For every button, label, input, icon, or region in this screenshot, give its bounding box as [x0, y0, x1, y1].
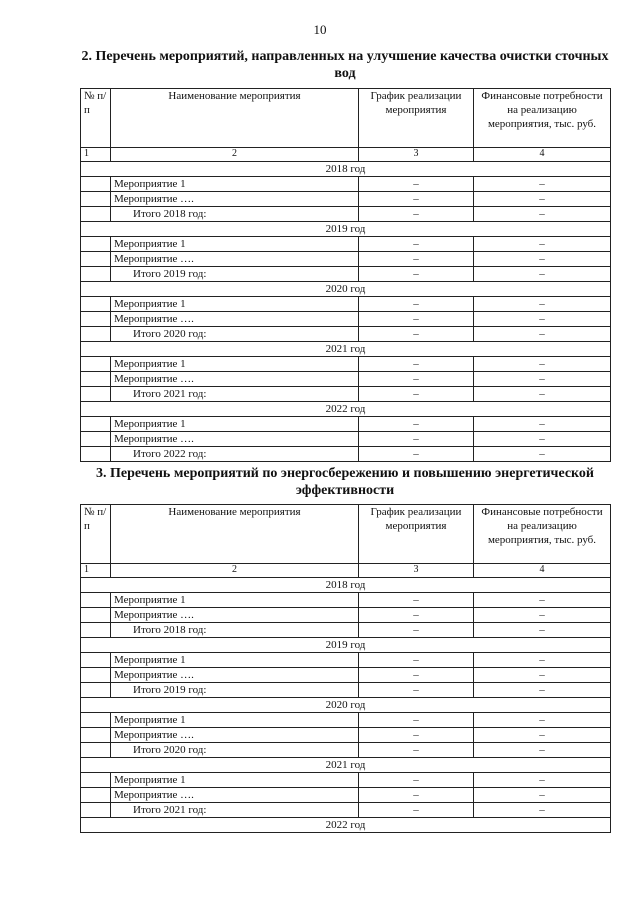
- measure-name: Итого 2020 год:: [111, 327, 359, 342]
- year-label: 2021 год: [81, 758, 611, 773]
- year-row: [81, 758, 611, 773]
- finance-value: –: [474, 608, 611, 623]
- table-row: [81, 773, 611, 788]
- total-row: [81, 447, 611, 462]
- table-row: [81, 417, 611, 432]
- finance-value: –: [474, 683, 611, 698]
- measure-name: Мероприятие 1: [111, 653, 359, 668]
- measure-name: Мероприятие ….: [111, 372, 359, 387]
- row-number-cell: [81, 623, 111, 638]
- table-row: [81, 312, 611, 327]
- total-row: [81, 683, 611, 698]
- schedule-value: –: [359, 743, 474, 758]
- measure-name: Мероприятие 1: [111, 357, 359, 372]
- finance-value: –: [474, 417, 611, 432]
- measure-name: Мероприятие ….: [111, 788, 359, 803]
- row-number-cell: [81, 593, 111, 608]
- row-number-cell: [81, 192, 111, 207]
- year-label: 2020 год: [81, 282, 611, 297]
- table-row: [81, 357, 611, 372]
- row-number-cell: [81, 713, 111, 728]
- schedule-value: –: [359, 372, 474, 387]
- year-row: [81, 818, 611, 833]
- total-row: [81, 267, 611, 282]
- measure-name: Итого 2018 год:: [111, 623, 359, 638]
- table-row: [81, 728, 611, 743]
- year-label: 2022 год: [81, 818, 611, 833]
- column-index-row: [81, 564, 611, 578]
- finance-value: –: [474, 192, 611, 207]
- row-number-cell: [81, 207, 111, 222]
- year-row: [81, 222, 611, 237]
- section-2-title: 2. Перечень мероприятий, направленных на улучшение качества очистки сточных вод: [81, 49, 609, 81]
- table-row: [81, 713, 611, 728]
- column-index: 3: [359, 148, 474, 162]
- column-header-schedule: График реализации мероприятия: [359, 505, 474, 564]
- schedule-value: –: [359, 683, 474, 698]
- schedule-value: –: [359, 252, 474, 267]
- schedule-value: –: [359, 267, 474, 282]
- measure-name: Итого 2018 год:: [111, 207, 359, 222]
- finance-value: –: [474, 743, 611, 758]
- finance-value: –: [474, 432, 611, 447]
- measure-name: Мероприятие ….: [111, 668, 359, 683]
- table-row: [81, 668, 611, 683]
- schedule-value: –: [359, 623, 474, 638]
- year-row: [81, 638, 611, 653]
- finance-value: –: [474, 803, 611, 818]
- row-number-cell: [81, 773, 111, 788]
- row-number-cell: [81, 743, 111, 758]
- finance-value: –: [474, 387, 611, 402]
- row-number-cell: [81, 252, 111, 267]
- finance-value: –: [474, 237, 611, 252]
- section-2-table: [80, 88, 611, 462]
- column-index-row: [81, 148, 611, 162]
- schedule-value: –: [359, 297, 474, 312]
- table-row: [81, 237, 611, 252]
- column-header-number: № п/п: [81, 505, 111, 564]
- year-row: [81, 342, 611, 357]
- row-number-cell: [81, 788, 111, 803]
- finance-value: –: [474, 327, 611, 342]
- schedule-value: –: [359, 593, 474, 608]
- total-row: [81, 207, 611, 222]
- schedule-value: –: [359, 728, 474, 743]
- year-label: 2018 год: [81, 578, 611, 593]
- schedule-value: –: [359, 327, 474, 342]
- measure-name: Итого 2019 год:: [111, 683, 359, 698]
- schedule-value: –: [359, 192, 474, 207]
- row-number-cell: [81, 267, 111, 282]
- table-row: [81, 177, 611, 192]
- schedule-value: –: [359, 417, 474, 432]
- year-label: 2020 год: [81, 698, 611, 713]
- schedule-value: –: [359, 668, 474, 683]
- row-number-cell: [81, 608, 111, 623]
- column-header-name: Наименование мероприятия: [111, 505, 359, 564]
- year-row: [81, 578, 611, 593]
- year-row: [81, 402, 611, 417]
- column-index: 3: [359, 564, 474, 578]
- schedule-value: –: [359, 803, 474, 818]
- finance-value: –: [474, 713, 611, 728]
- measure-name: Мероприятие ….: [111, 432, 359, 447]
- year-row: [81, 162, 611, 177]
- finance-value: –: [474, 267, 611, 282]
- column-index: 1: [81, 148, 111, 162]
- table-row: [81, 252, 611, 267]
- row-number-cell: [81, 387, 111, 402]
- schedule-value: –: [359, 788, 474, 803]
- schedule-value: –: [359, 207, 474, 222]
- row-number-cell: [81, 177, 111, 192]
- year-label: 2022 год: [81, 402, 611, 417]
- column-index: 4: [474, 148, 611, 162]
- schedule-value: –: [359, 237, 474, 252]
- year-label: 2019 год: [81, 638, 611, 653]
- row-number-cell: [81, 297, 111, 312]
- row-number-cell: [81, 432, 111, 447]
- column-index: 2: [111, 148, 359, 162]
- finance-value: –: [474, 653, 611, 668]
- measure-name: Мероприятие 1: [111, 593, 359, 608]
- measure-name: Мероприятие 1: [111, 713, 359, 728]
- table-row: [81, 192, 611, 207]
- year-row: [81, 698, 611, 713]
- finance-value: –: [474, 312, 611, 327]
- row-number-cell: [81, 728, 111, 743]
- finance-value: –: [474, 788, 611, 803]
- schedule-value: –: [359, 177, 474, 192]
- finance-value: –: [474, 668, 611, 683]
- finance-value: –: [474, 372, 611, 387]
- measure-name: Мероприятие 1: [111, 297, 359, 312]
- measure-name: Итого 2019 год:: [111, 267, 359, 282]
- total-row: [81, 803, 611, 818]
- row-number-cell: [81, 237, 111, 252]
- row-number-cell: [81, 683, 111, 698]
- schedule-value: –: [359, 357, 474, 372]
- schedule-value: –: [359, 447, 474, 462]
- column-index: 2: [111, 564, 359, 578]
- finance-value: –: [474, 447, 611, 462]
- total-row: [81, 387, 611, 402]
- table-row: [81, 608, 611, 623]
- column-header-schedule: График реализации мероприятия: [359, 89, 474, 148]
- finance-value: –: [474, 297, 611, 312]
- finance-value: –: [474, 623, 611, 638]
- table-row: [81, 653, 611, 668]
- section-3-title: 3. Перечень мероприятий по энергосбережению и повышению энергетической эффективности: [95, 466, 595, 498]
- measure-name: Мероприятие ….: [111, 312, 359, 327]
- table-row: [81, 432, 611, 447]
- finance-value: –: [474, 207, 611, 222]
- year-label: 2018 год: [81, 162, 611, 177]
- total-row: [81, 327, 611, 342]
- measure-name: Мероприятие 1: [111, 237, 359, 252]
- year-label: 2021 год: [81, 342, 611, 357]
- row-number-cell: [81, 447, 111, 462]
- schedule-value: –: [359, 432, 474, 447]
- finance-value: –: [474, 773, 611, 788]
- year-label: 2019 год: [81, 222, 611, 237]
- measure-name: Мероприятие ….: [111, 192, 359, 207]
- schedule-value: –: [359, 387, 474, 402]
- column-header-number: № п/п: [81, 89, 111, 148]
- row-number-cell: [81, 417, 111, 432]
- measure-name: Итого 2021 год:: [111, 803, 359, 818]
- table-row: [81, 593, 611, 608]
- measure-name: Мероприятие ….: [111, 252, 359, 267]
- row-number-cell: [81, 312, 111, 327]
- header-row: [81, 505, 611, 564]
- table-row: [81, 297, 611, 312]
- column-header-name: Наименование мероприятия: [111, 89, 359, 148]
- measure-name: Мероприятие ….: [111, 728, 359, 743]
- row-number-cell: [81, 668, 111, 683]
- finance-value: –: [474, 593, 611, 608]
- schedule-value: –: [359, 608, 474, 623]
- row-number-cell: [81, 653, 111, 668]
- measure-name: Мероприятие 1: [111, 773, 359, 788]
- measure-name: Итого 2021 год:: [111, 387, 359, 402]
- total-row: [81, 743, 611, 758]
- measure-name: Итого 2022 год:: [111, 447, 359, 462]
- schedule-value: –: [359, 713, 474, 728]
- page-number: 10: [313, 22, 327, 37]
- finance-value: –: [474, 728, 611, 743]
- row-number-cell: [81, 372, 111, 387]
- column-header-finance: Финансовые потребности на реализацию мероприятия, тыс. руб.: [474, 505, 611, 564]
- schedule-value: –: [359, 773, 474, 788]
- section-3-table: [80, 504, 611, 833]
- row-number-cell: [81, 357, 111, 372]
- measure-name: Итого 2020 год:: [111, 743, 359, 758]
- measure-name: Мероприятие 1: [111, 177, 359, 192]
- measure-name: Мероприятие ….: [111, 608, 359, 623]
- year-row: [81, 282, 611, 297]
- row-number-cell: [81, 327, 111, 342]
- column-header-finance: Финансовые потребности на реализацию мероприятия, тыс. руб.: [474, 89, 611, 148]
- schedule-value: –: [359, 653, 474, 668]
- measure-name: Мероприятие 1: [111, 417, 359, 432]
- finance-value: –: [474, 357, 611, 372]
- column-index: 4: [474, 564, 611, 578]
- finance-value: –: [474, 177, 611, 192]
- table-row: [81, 372, 611, 387]
- schedule-value: –: [359, 312, 474, 327]
- table-row: [81, 788, 611, 803]
- header-row: [81, 89, 611, 148]
- row-number-cell: [81, 803, 111, 818]
- total-row: [81, 623, 611, 638]
- column-index: 1: [81, 564, 111, 578]
- finance-value: –: [474, 252, 611, 267]
